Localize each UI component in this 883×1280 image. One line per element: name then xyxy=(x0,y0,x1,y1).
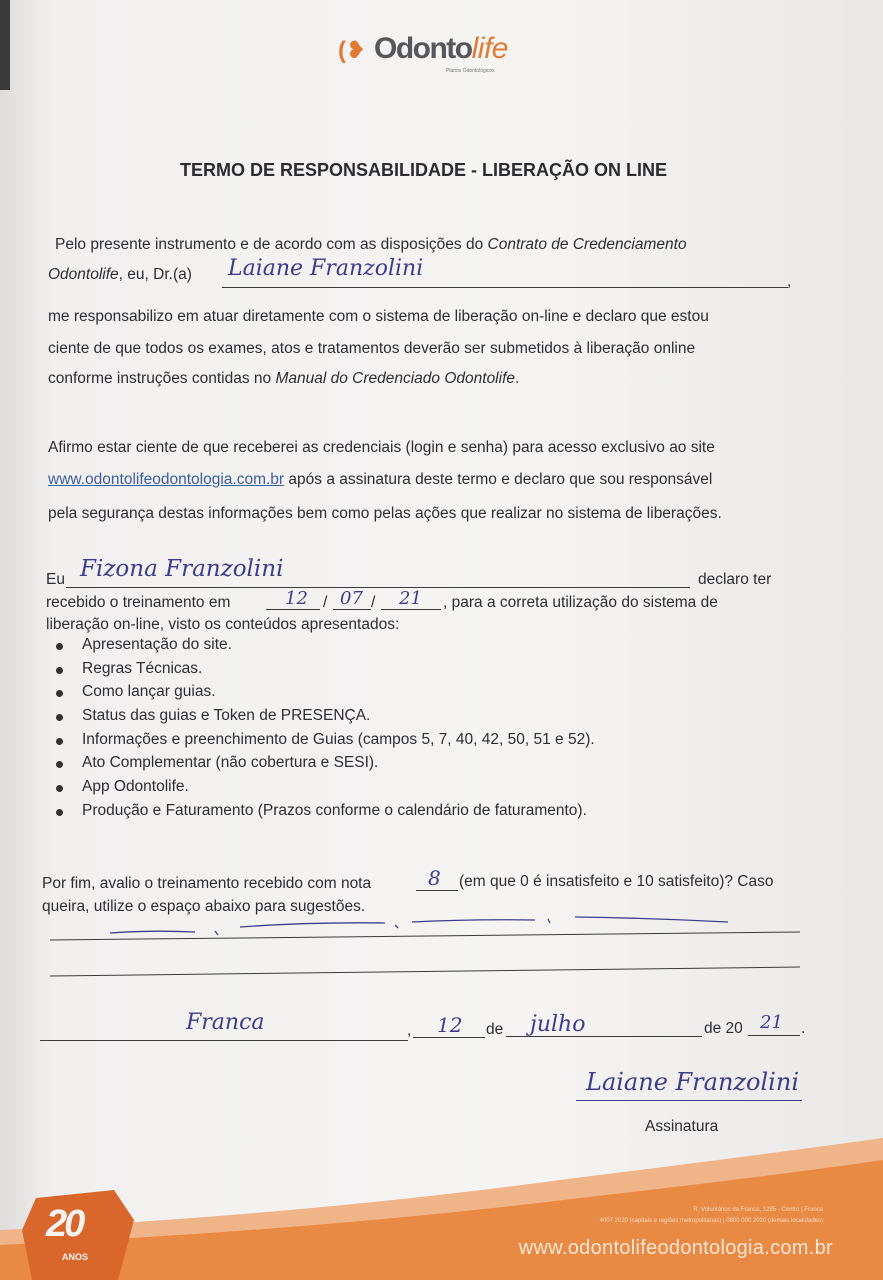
date-line-comma: , xyxy=(407,1022,412,1039)
list-item: Informações e preenchimento de Guias (campos 5, 7, 40, 42, 50, 51 e 52). xyxy=(56,731,595,755)
logo-brand: Odontolife xyxy=(374,32,508,65)
list-item: Como lançar guias. xyxy=(56,683,595,707)
handwritten-city: Franca xyxy=(186,1010,265,1035)
list-item: Ato Complementar (não cobertura e SESI). xyxy=(56,754,595,778)
footer-address: R. Voluntários da Franca, 1285 - Centro | Franca 4007 2020 (capitais e regiões metropolitanas) | 0800 000 2020 (demais localidades) xyxy=(599,1207,823,1224)
training-line2-b: , para a correta utilização do sistema de xyxy=(443,594,718,611)
paragraph1-line3: me responsabilizo em atuar diretamente com o sistema de liberação on-line e declaro que estou xyxy=(48,308,709,325)
training-declaro: declaro ter xyxy=(698,571,772,588)
logo-tagline: Planos Odontológicos xyxy=(446,68,495,74)
handwritten-date-year: 21 xyxy=(399,588,422,609)
date-year-line xyxy=(381,609,441,610)
date-slash-2: / xyxy=(371,594,376,611)
training-name-line xyxy=(66,587,690,588)
paragraph1-line2-comma: , xyxy=(787,273,792,290)
training-line2-a: recebido o treinamento em xyxy=(46,594,231,611)
year-line xyxy=(748,1035,800,1036)
paragraph1-line5: conforme instruções contidas no Manual do Credenciado Odontolife. xyxy=(48,370,520,387)
list-item: App Odontolife. xyxy=(56,778,595,802)
handwritten-month: julho xyxy=(530,1012,586,1037)
training-eu: Eu xyxy=(46,571,65,588)
paragraph1-line1: Pelo presente instrumento e de acordo com as disposições do Contrato de Credenciamento xyxy=(55,236,687,253)
paragraph2-line1: Afirmo estar ciente de que receberei as credenciais (login e senha) para acesso exclusivo ao site xyxy=(48,439,715,456)
date-line-end: . xyxy=(801,1020,806,1037)
page-edge-strip xyxy=(0,0,10,90)
paragraph2-line3: pela segurança destas informações bem como pelas ações que realizar no sistema de liberações. xyxy=(48,505,722,522)
handwritten-date-month: 07 xyxy=(340,588,363,609)
date-line-de1: de xyxy=(486,1021,504,1038)
evaluation-line1-a: Por fim, avalio o treinamento recebido com nota xyxy=(42,875,372,892)
signature-stroke xyxy=(576,1100,802,1101)
handwritten-training-name: Fizona Franzolini xyxy=(80,556,284,582)
signature-label: Assinatura xyxy=(645,1118,719,1135)
list-item: Regras Técnicas. xyxy=(56,660,595,684)
date-day-line xyxy=(266,609,320,610)
date-month-line xyxy=(333,609,371,610)
paragraph2-line2: www.odontolifeodontologia.com.br após a assinatura deste termo e declaro que sou responsável xyxy=(48,471,713,488)
document-title: TERMO DE RESPONSABILIDADE - LIBERAÇÃO ON LINE xyxy=(180,160,668,180)
paragraph1-line4: ciente de que todos os exames, atos e tratamentos deverão ser submetidos à liberação online xyxy=(48,340,696,357)
day-line xyxy=(413,1037,485,1038)
doctor-name-line xyxy=(222,287,788,288)
badge-number: 20 xyxy=(46,1203,83,1245)
list-item: Status das guias e Token de PRESENÇA. xyxy=(56,707,595,731)
odontolife-logo xyxy=(338,30,538,80)
city-line xyxy=(40,1040,408,1041)
evaluation-line1-b: (em que 0 é insatisfeito e 10 satisfeito)? Caso xyxy=(459,873,774,890)
evaluation-line2: queira, utilize o espaço abaixo para sugestões. xyxy=(42,898,366,915)
handwritten-grade: 8 xyxy=(428,866,441,890)
training-topics-list xyxy=(56,636,595,826)
handwritten-doctor-name: Laiane Franzolini xyxy=(228,256,424,281)
suggestion-lines xyxy=(0,910,883,980)
handwritten-signature: Laiane Franzolini xyxy=(586,1068,799,1096)
badge-label: ANOS xyxy=(62,1252,89,1262)
footer-url: www.odontolifeodontologia.com.br xyxy=(518,1237,833,1259)
handwritten-day: 12 xyxy=(437,1013,463,1037)
logo-tooth-icon: (❥ xyxy=(338,37,367,64)
date-slash-1: / xyxy=(323,594,328,611)
date-line-de2: de 20 xyxy=(704,1020,743,1037)
list-item: Apresentação do site. xyxy=(56,636,595,660)
paragraph1-line2: Odontolife, eu, Dr.(a) xyxy=(48,266,192,283)
handwritten-year: 21 xyxy=(760,1012,783,1033)
site-link[interactable]: www.odontolifeodontologia.com.br xyxy=(48,471,285,488)
list-item: Produção e Faturamento (Prazos conforme o calendário de faturamento). xyxy=(56,802,595,826)
training-line3: liberação on-line, visto os conteúdos apresentados: xyxy=(46,616,400,633)
handwritten-date-day: 12 xyxy=(285,588,308,609)
grade-line xyxy=(416,890,458,891)
